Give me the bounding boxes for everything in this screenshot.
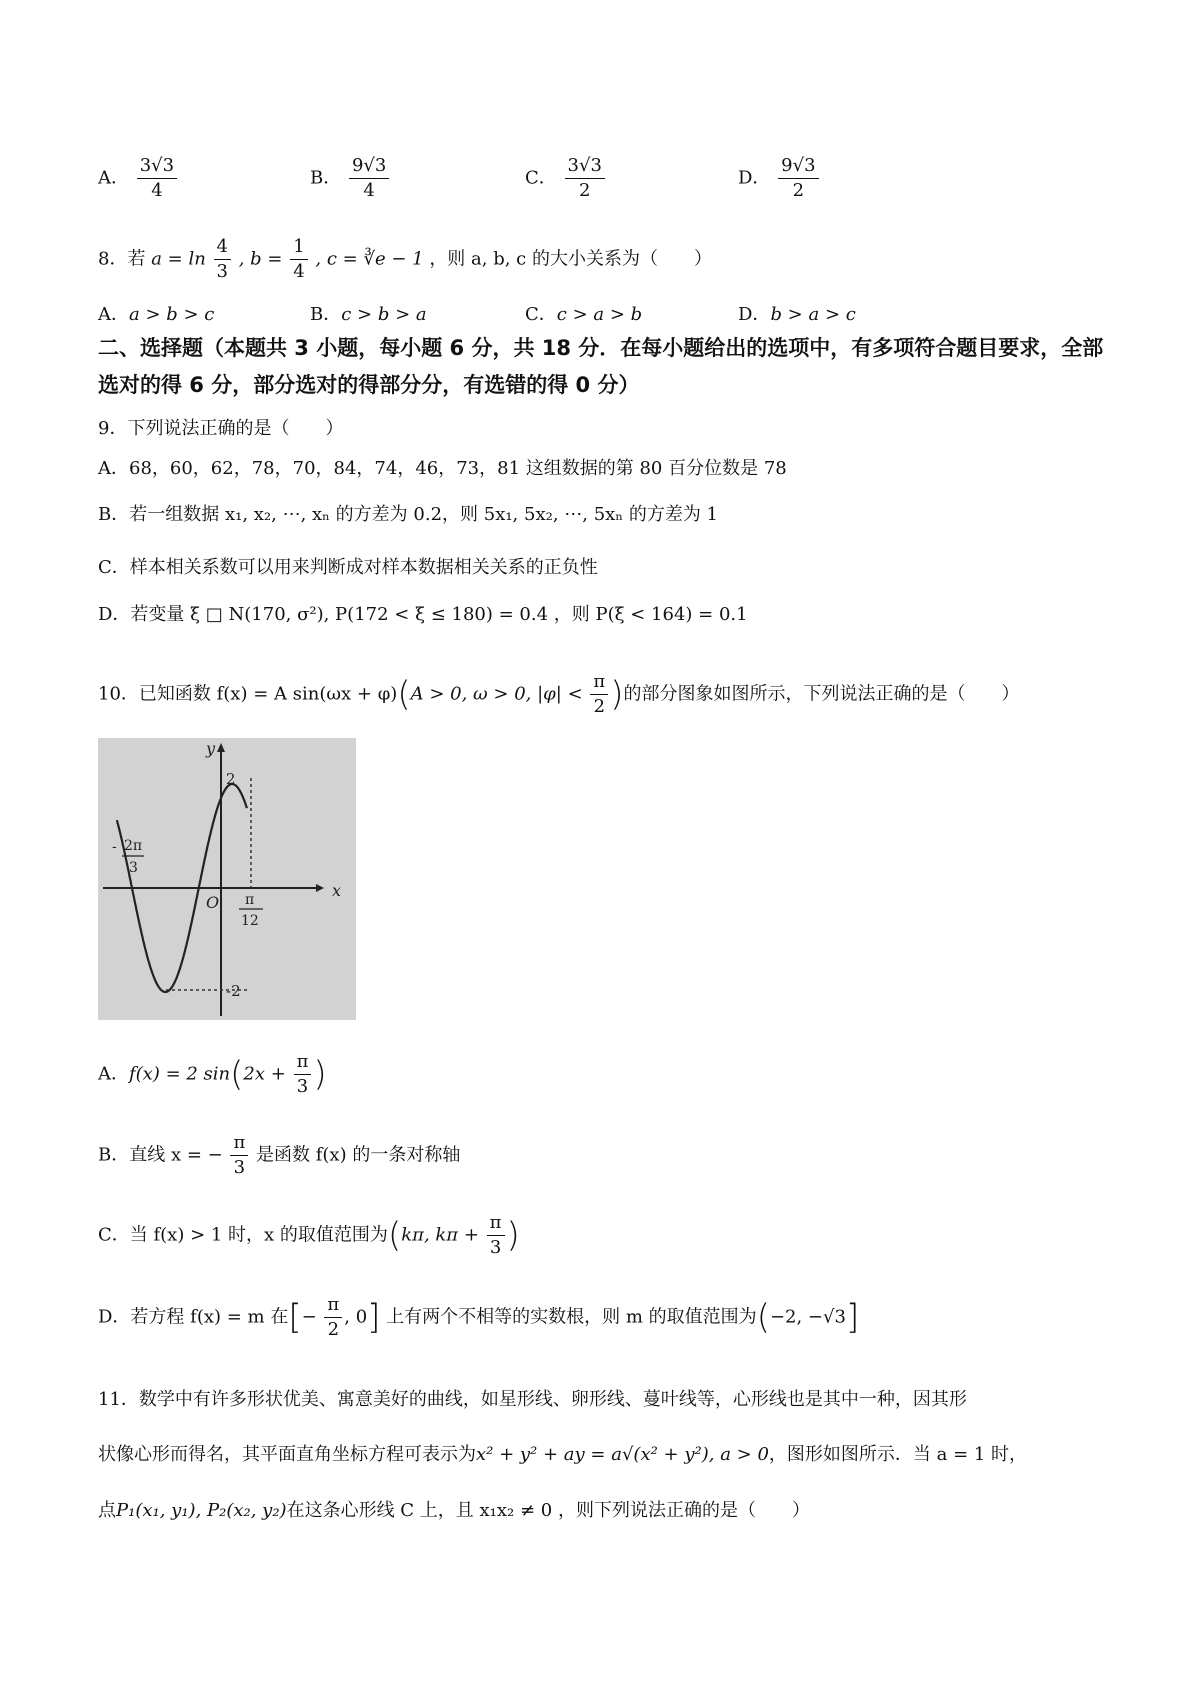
q8-option-a: A．a > b > c [98,304,215,325]
q8-option-c: C．c > a > b [525,304,643,325]
q7-option-d: D． $\frac{9√3}{2}$ [738,156,821,201]
y-axis-label: y [206,739,216,758]
q9-option-a: A．68，60，62，78，70，84，74，46，73，81 这组数据的第 80 百分位数是 78 [98,458,787,479]
q10-option-b: B．直线 x = − $\frac{\pi}{3}$ 是函数 f(x) 的一条对称轴 [98,1132,461,1178]
min-label: -2 [226,982,241,1000]
sine-graph-figure [98,738,356,1020]
q8-option-b: B．c > b > a [310,304,427,325]
neg-tick-sign: - [112,839,117,855]
q7-option-b: B． $\frac{9√3}{4}$ [310,156,391,201]
q10-option-c: C．当 f(x) > 1 时，x 的取值范围为(kπ, kπ + $\frac{\pi}{3}$ ) [98,1212,520,1258]
pos-tick-numerator: π [245,892,255,908]
q10-option-d: D．若方程 f(x) = m 在[− $\frac{\pi}{2}$ , 0] 上有两个不相等的实数根，则 m 的取值范围为(−2, −√3] [98,1294,860,1340]
neg-tick-denominator: 3 [129,860,138,876]
q10-stem: 10．已知函数 f(x) = A sin(ωx + φ)(A > 0, ω > 0, |φ| < $\frac{\pi}{2}$ )的部分图象如图所示，下列说法正确的是（ ） [98,671,1020,717]
q8-stem: 8．若 a = ln $\frac{4}{3}$ , b = $\frac{1}{4}$ , c = ∛e − 1 ，则 a, b, c 的大小关系为（ ） [98,236,712,282]
q9-stem: 9．下列说法正确的是（ ） [98,418,344,439]
neg-tick-numerator: 2π [124,838,143,854]
q11-line-1: 11．数学中有许多形状优美、寓意美好的曲线，如星形线、卵形线、蔓叶线等，心形线也是其中一种，因其形 [98,1389,967,1410]
pos-tick-denominator: 12 [241,913,259,929]
q9-option-d: D．若变量 ξ □ N(170, σ²), P(172 < ξ ≤ 180) = 0.4 ，则 P(ξ < 164) = 0.1 [98,604,748,625]
q11-line-3: 点P₁(x₁, y₁), P₂(x₂, y₂)在这条心形线 C 上，且 x₁x₂ ≠ 0 ，则下列说法正确的是（ ） [98,1500,810,1521]
q10-option-a: A．f(x) = 2 sin(2x + $\frac{\pi}{3}$ ) [98,1051,327,1097]
q7-a-fraction: $\frac{3√3}{4}$ [137,156,177,201]
x-axis-label: x [332,881,342,900]
q8-option-d: D．b > a > c [738,304,856,325]
origin-label: O [206,893,220,912]
q7-option-c: C． $\frac{3√3}{2}$ [525,156,607,201]
q9-option-c: C．样本相关系数可以用来判断成对样本数据相关关系的正负性 [98,557,598,578]
max-label: 2 [226,770,236,788]
q11-line-2: 状像心形而得名，其平面直角坐标方程可表示为x² + y² + ay = a√(x² + y²), a > 0，图形如图所示．当 a = 1 时， [98,1444,1028,1465]
q7-b-fraction: $\frac{9√3}{4}$ [349,156,389,201]
q7-option-a: A． $\frac{3√3}{4}$ [98,156,179,201]
q7-c-fraction: $\frac{3√3}{2}$ [565,156,605,201]
section-heading: 二、选择题（本题共 3 小题，每小题 6 分，共 18 分．在每小题给出的选项中，有多项符合题目要求，全部选对的得 6 分，部分选对的得部分分，有选错的得 0 分） [98,336,1104,397]
q7-d-fraction: $\frac{9√3}{2}$ [778,156,818,201]
q9-option-b: B．若一组数据 x₁, x₂, ⋯, xₙ 的方差为 0.2，则 5x₁, 5x₂, ⋯, 5xₙ 的方差为 1 [98,504,718,525]
